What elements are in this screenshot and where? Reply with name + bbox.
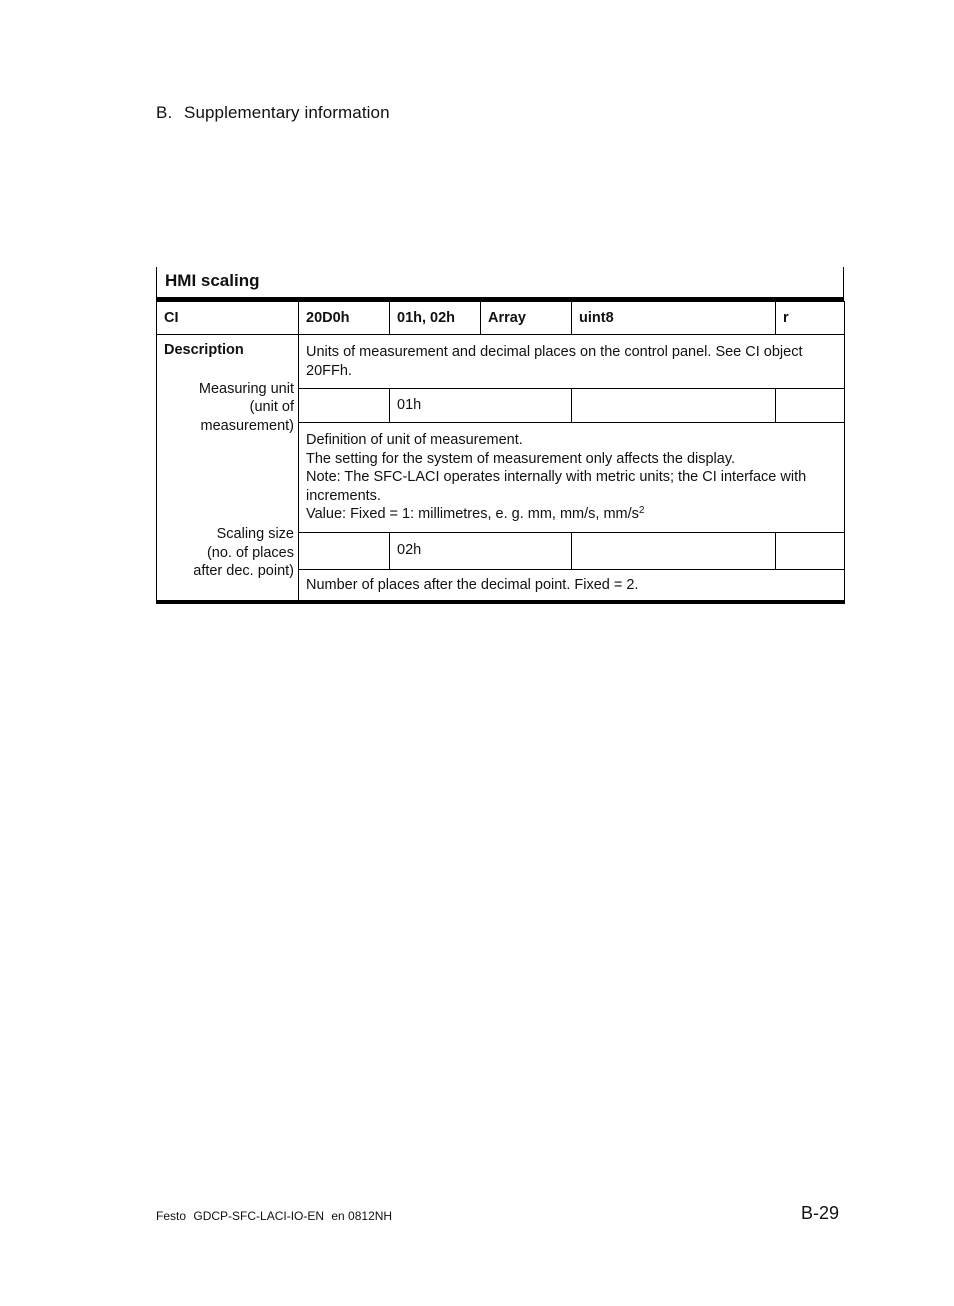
measuring-unit-label-3: measurement) [200, 417, 294, 434]
ci-type: uint8 [572, 302, 776, 335]
ci-access: r [776, 302, 845, 335]
footer-company: Festo [156, 1209, 187, 1223]
ci-structure: Array [481, 302, 572, 335]
section-number: B. [156, 103, 173, 122]
scaling-size-label-2: (no. of places [206, 544, 294, 561]
empty-cell [572, 389, 776, 423]
empty-cell [776, 389, 845, 423]
description-label: Description [164, 342, 244, 358]
parameter-table [156, 301, 845, 604]
empty-cell [572, 532, 776, 569]
section-title: Supplementary information [184, 103, 390, 122]
empty-cell [299, 389, 390, 423]
empty-cell [776, 532, 845, 569]
measuring-unit-line-2: The setting for the system of measurement only affects the display. [306, 450, 736, 467]
section-header [156, 103, 390, 123]
ci-index: 20D0h [299, 302, 390, 335]
description-row [157, 335, 845, 389]
measuring-unit-line-4: Value: Fixed = 1: millimetres, e. g. mm, mm/s, $mm/s^2$ [306, 505, 645, 522]
scaling-size-label-3: after dec. point) [193, 563, 294, 579]
table-title: HMI scaling [156, 267, 844, 301]
scaling-size-text: Number of places after the decimal point. Fixed = 2. [299, 569, 845, 602]
scaling-size-subindex: 02h [390, 532, 572, 569]
page-number: B-29 [800, 1203, 839, 1223]
ci-subindex: 01h, 02h [390, 302, 481, 335]
measuring-unit-line-1: Definition of unit of measurement. [306, 432, 523, 448]
empty-cell [299, 532, 390, 569]
ci-row [157, 302, 845, 335]
measuring-unit-line-3: Note: The SFC-LACI operates internally with metric units; the CI interface with increments. [306, 469, 807, 504]
measuring-unit-label-1: Measuring unit [198, 380, 294, 397]
measuring-unit-text [299, 423, 845, 533]
description-text: Units of measurement and decimal places on the control panel. See CI object 20FFh. [299, 335, 845, 389]
footer [156, 1209, 396, 1223]
measuring-unit-subindex: 01h [390, 389, 572, 423]
footer-doc-id: GDCP-SFC-LACI-IO-EN [193, 1209, 325, 1223]
footer-edition: en 0812NH [331, 1209, 393, 1223]
measuring-unit-label-2: (unit of [249, 399, 294, 415]
left-labels-cell [157, 335, 299, 603]
ci-label: CI [157, 302, 299, 335]
hmi-scaling-table [156, 267, 844, 604]
scaling-size-label-1: Scaling size [216, 526, 294, 542]
